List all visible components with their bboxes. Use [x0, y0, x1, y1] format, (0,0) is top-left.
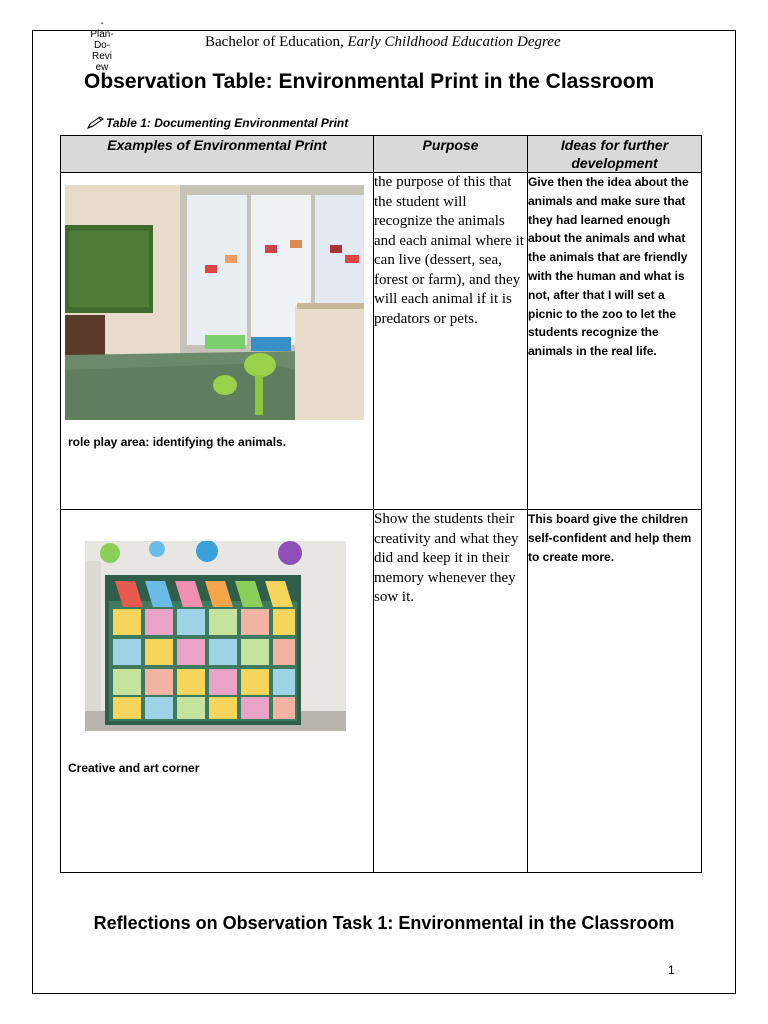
- pencil-icon: [86, 116, 104, 130]
- degree-header: Bachelor of Education, Early Childhood Education Degree: [205, 34, 561, 50]
- table-row: [61, 510, 702, 873]
- example-label: role play area: identifying the animals.: [68, 435, 287, 449]
- header-purpose: Purpose: [374, 136, 528, 173]
- page-number: 1: [668, 963, 675, 977]
- header-examples: Examples of Environmental Print: [61, 136, 374, 173]
- example-cell: [61, 510, 374, 873]
- purpose-cell: the purpose of this that the student will recognize the animals and each animal where it can live (dessert, sea, forest or farm), and they will each animal if it is predators or pets.: [374, 173, 528, 510]
- example-cell: [61, 173, 374, 510]
- side-note: - Plan- Do- Revi ew: [90, 18, 114, 73]
- table-row: [61, 173, 702, 510]
- role-play-area-photo: [65, 185, 364, 420]
- example-label: Creative and art corner: [68, 761, 200, 775]
- observation-table: [60, 135, 702, 873]
- table-caption: Table 1: Documenting Environmental Print: [86, 116, 348, 130]
- ideas-cell: This board give the children self-confident and help them to create more.: [528, 510, 702, 873]
- ideas-cell: Give then the idea about the animals and make sure that they had learned enough about the animals and what the animals that are friendly with the human and what is not, after that I will set a picnic to the zoo to let the students recognize the animals in the real life.: [528, 173, 702, 510]
- table-header-row: [61, 136, 702, 173]
- reflection-heading: Reflections on Observation Task 1: Environmental in the Classroom: [93, 913, 675, 933]
- art-corner-photo: [85, 541, 346, 731]
- page-title: Observation Table: Environmental Print in the Classroom: [84, 70, 655, 93]
- header-ideas: Ideas for further development: [528, 136, 702, 173]
- purpose-cell: Show the students their creativity and what they did and keep it in their memory whenever they sow it.: [374, 510, 528, 873]
